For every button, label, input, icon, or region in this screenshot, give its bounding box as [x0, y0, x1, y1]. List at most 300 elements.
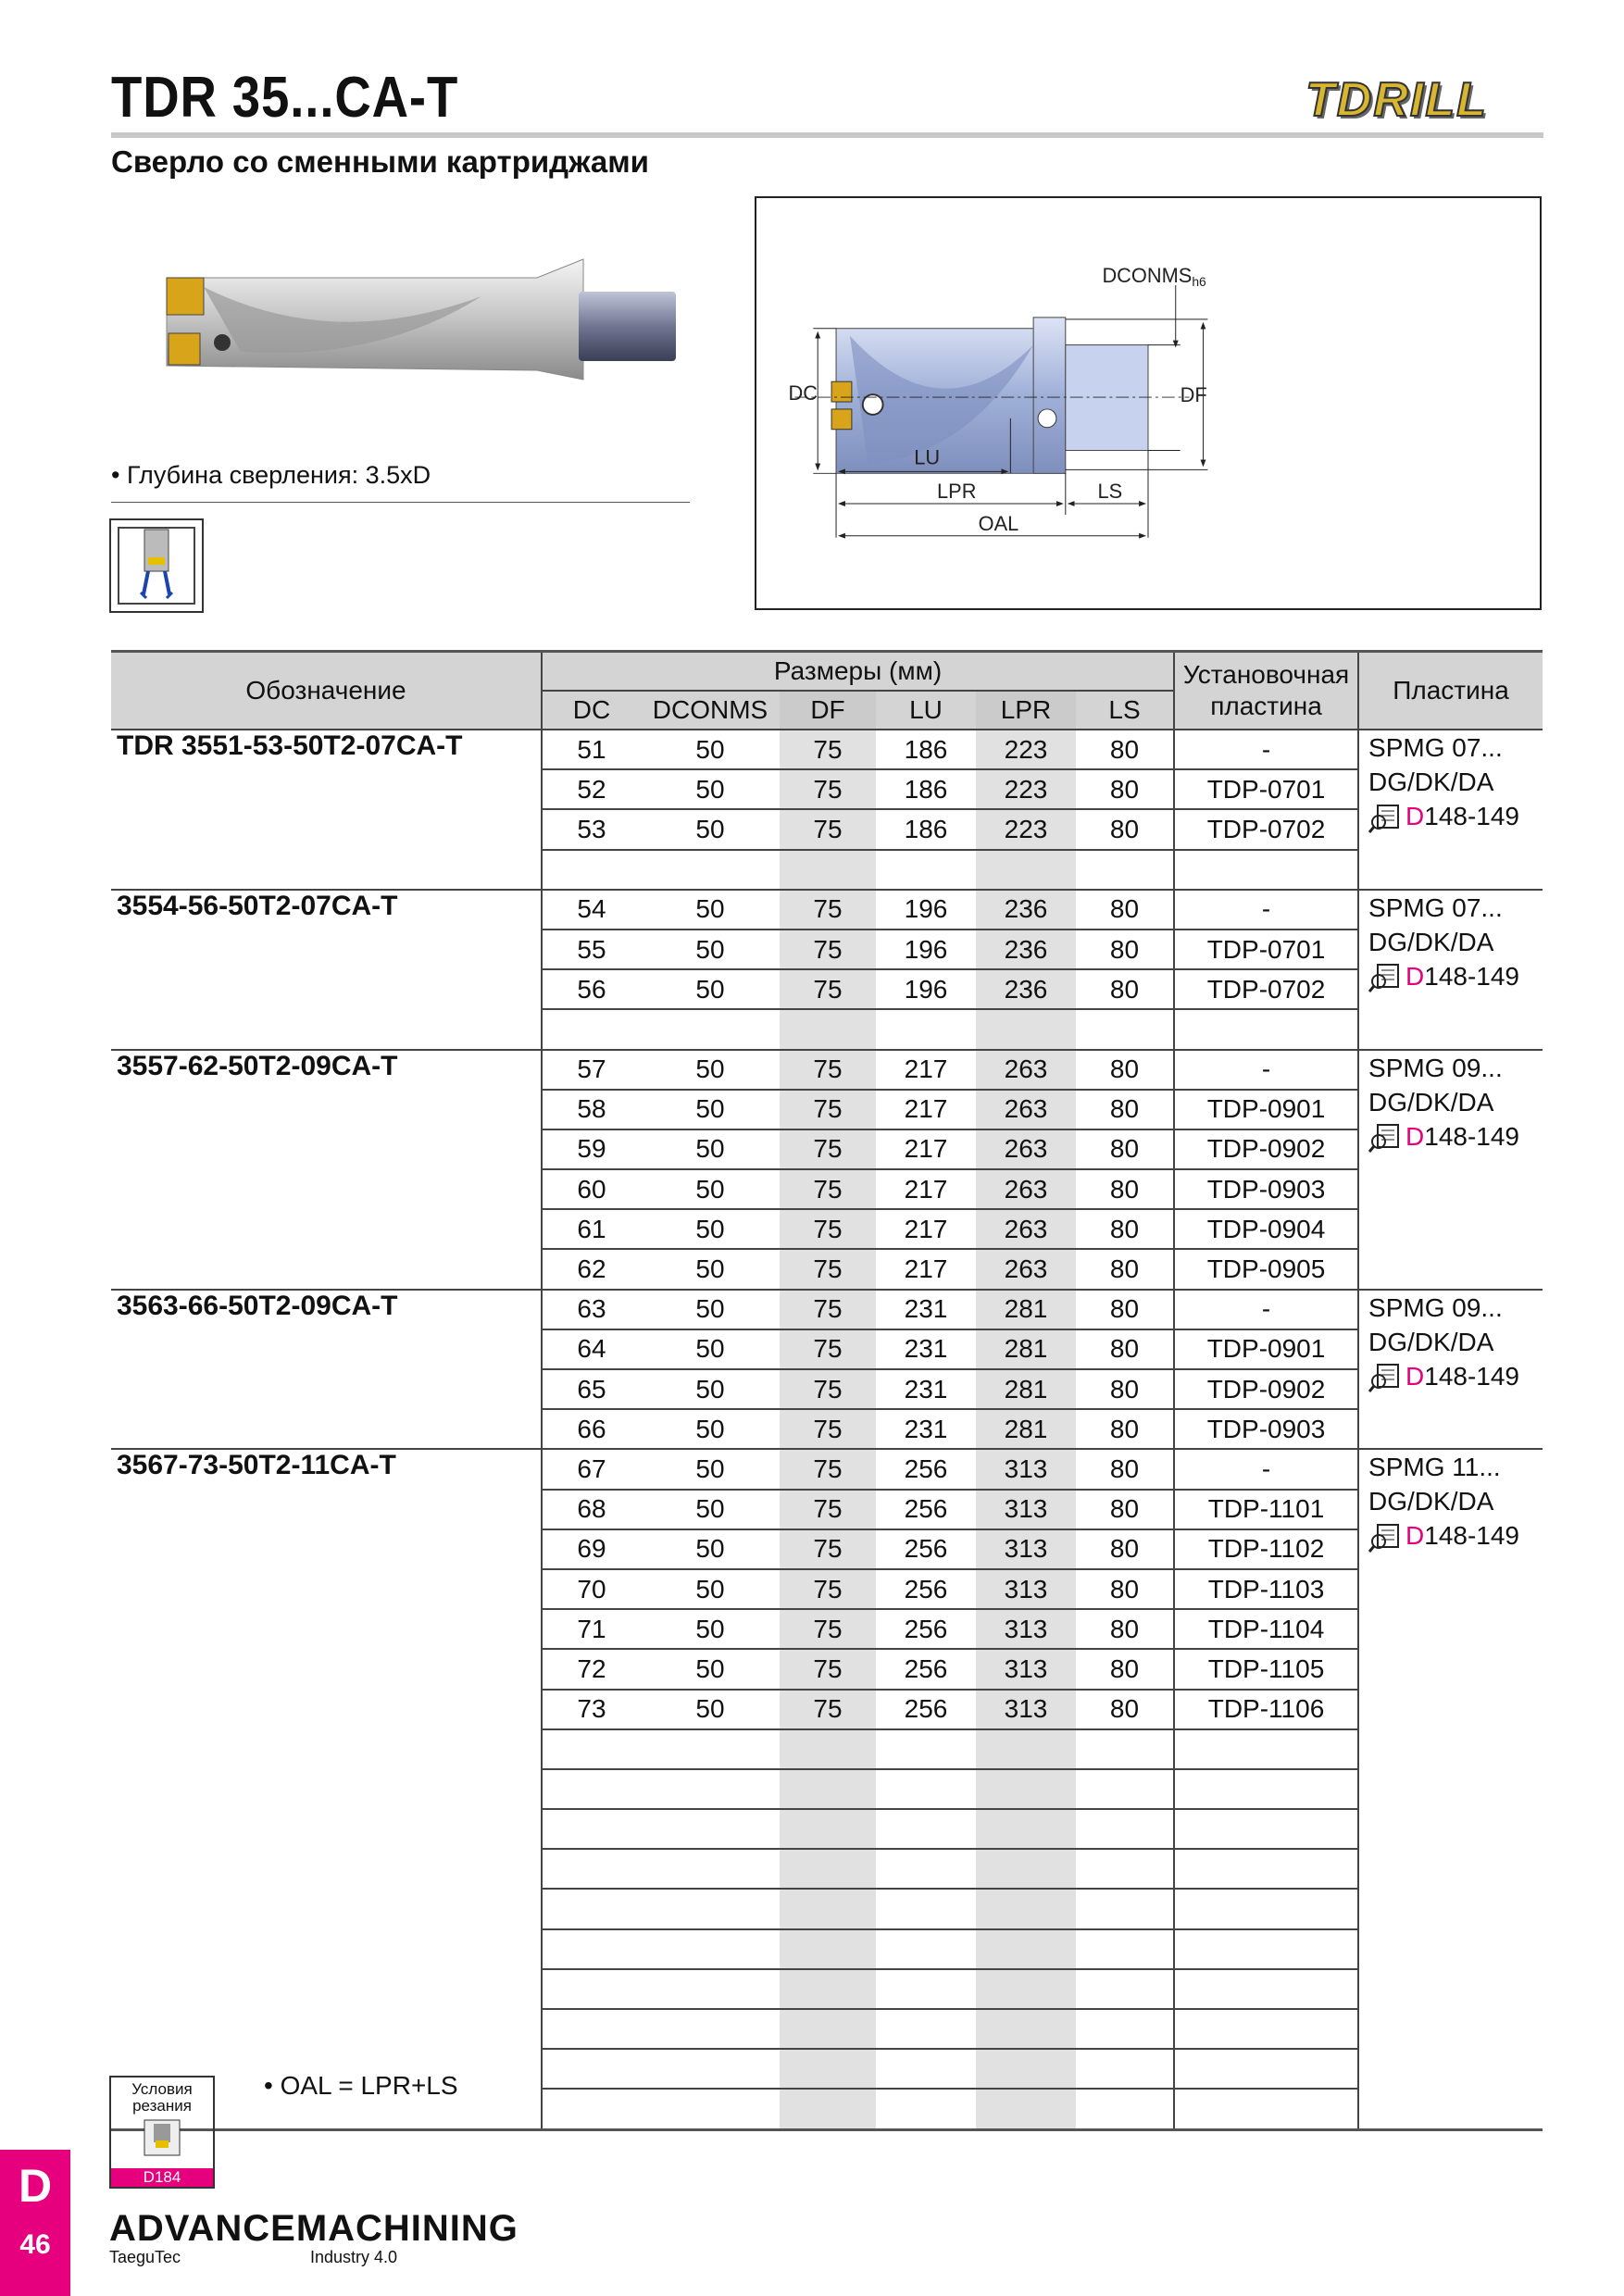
catalog-lookup-icon — [1368, 804, 1402, 833]
cell-dconms: 50 — [641, 1609, 780, 1649]
cell-setting-insert: TDP-0702 — [1174, 809, 1358, 849]
cell-lu: 186 — [876, 809, 976, 849]
insert-page-section: D — [1405, 961, 1425, 991]
table-row — [111, 730, 1543, 769]
cell-dconms — [641, 1769, 780, 1809]
cell-lu — [876, 1889, 976, 1928]
cell-dconms — [641, 1889, 780, 1928]
cell-df — [780, 1969, 876, 2009]
brand-tagline: Industry 4.0 — [310, 2248, 398, 2266]
cell-dc: 52 — [542, 769, 641, 809]
cell-df: 75 — [780, 769, 876, 809]
cell-dconms: 50 — [641, 1090, 780, 1129]
cell-ls: 80 — [1076, 1369, 1174, 1409]
insert-type: SPMG 07... — [1368, 892, 1503, 922]
cell-df: 75 — [780, 1569, 876, 1609]
cell-lpr: 263 — [976, 1129, 1076, 1169]
cell-setting-insert: TDP-0905 — [1174, 1249, 1358, 1289]
cell-lu: 217 — [876, 1129, 976, 1169]
cell-dconms: 50 — [641, 769, 780, 809]
cell-lpr: 263 — [976, 1249, 1076, 1289]
table-row — [111, 1290, 1543, 1329]
cell-lu: 231 — [876, 1409, 976, 1449]
cell-df: 75 — [780, 1249, 876, 1289]
drilling-operation-icon — [109, 518, 204, 613]
cell-lu: 231 — [876, 1369, 976, 1409]
insert-grade: DG/DK/DA — [1368, 767, 1494, 796]
cell-setting-insert: - — [1174, 890, 1358, 930]
insert-page-numbers: 148-149 — [1424, 961, 1520, 991]
cell-lpr: 313 — [976, 1569, 1076, 1609]
cell-df — [780, 1889, 876, 1928]
insert-page-ref[interactable] — [1368, 1119, 1543, 1154]
cell-dc: 57 — [542, 1050, 641, 1090]
cell-dconms — [641, 2009, 780, 2049]
cell-ls: 80 — [1076, 1490, 1174, 1529]
col-designation: Обозначение — [111, 652, 542, 730]
cell-dc — [542, 1929, 641, 1969]
oal-formula-note: • OAL = LPR+LS — [264, 2071, 458, 2100]
insert-info — [1358, 890, 1543, 1050]
cell-dc: 68 — [542, 1490, 641, 1529]
cell-lpr — [976, 1809, 1076, 1849]
cell-df: 75 — [780, 1050, 876, 1090]
col-lu: LU — [876, 691, 976, 730]
cell-df — [780, 2049, 876, 2089]
col-dc: DC — [542, 691, 641, 730]
cell-dc: 64 — [542, 1329, 641, 1369]
tool-designation: TDR 3551-53-50T2-07CA-T — [111, 730, 542, 890]
cell-setting-insert: TDP-1106 — [1174, 1690, 1358, 1729]
cell-lu: 196 — [876, 890, 976, 930]
cell-dc: 58 — [542, 1090, 641, 1129]
cell-lpr — [976, 2009, 1076, 2049]
insert-page-numbers: 148-149 — [1424, 1521, 1520, 1551]
cell-setting-insert: TDP-1105 — [1174, 1649, 1358, 1689]
cell-dconms — [641, 1809, 780, 1849]
label-df: DF — [1180, 383, 1207, 407]
cell-dc: 51 — [542, 730, 641, 769]
cell-ls: 80 — [1076, 1329, 1174, 1369]
cell-df: 75 — [780, 809, 876, 849]
col-setting-insert: Установочная пластина — [1174, 652, 1358, 730]
cell-ls — [1076, 1009, 1174, 1049]
cell-lu: 186 — [876, 769, 976, 809]
cell-lpr: 313 — [976, 1529, 1076, 1569]
insert-page-section: D — [1405, 1521, 1425, 1551]
cell-setting-insert: TDP-0901 — [1174, 1090, 1358, 1129]
cell-dconms — [641, 1729, 780, 1769]
cell-df: 75 — [780, 1609, 876, 1649]
cell-ls: 80 — [1076, 1050, 1174, 1090]
cell-ls: 80 — [1076, 1569, 1174, 1609]
cell-lpr: 313 — [976, 1690, 1076, 1729]
catalog-lookup-icon — [1368, 1363, 1402, 1392]
cell-dc — [542, 1969, 641, 2009]
cell-df — [780, 1929, 876, 1969]
cell-df: 75 — [780, 1169, 876, 1209]
cell-df: 75 — [780, 1409, 876, 1449]
cell-setting-insert: - — [1174, 1449, 1358, 1489]
col-ls: LS — [1076, 691, 1174, 730]
insert-type: SPMG 07... — [1368, 733, 1503, 762]
cell-lpr: 281 — [976, 1329, 1076, 1369]
cell-dconms: 50 — [641, 809, 780, 849]
cell-dc — [542, 2089, 641, 2129]
cell-df: 75 — [780, 1329, 876, 1369]
cell-lpr — [976, 1929, 1076, 1969]
cutting-conditions-label: Условия резания — [131, 2080, 193, 2115]
cell-dconms: 50 — [641, 1690, 780, 1729]
cell-dc: 73 — [542, 1690, 641, 1729]
cell-lu: 256 — [876, 1690, 976, 1729]
cell-lu — [876, 1849, 976, 1889]
cell-lpr: 281 — [976, 1290, 1076, 1329]
tool-designation: 3557-62-50T2-09CA-T — [111, 1050, 542, 1290]
cell-dc: 61 — [542, 1209, 641, 1249]
cell-lpr — [976, 2049, 1076, 2089]
cell-lpr: 313 — [976, 1609, 1076, 1649]
cell-lu: 217 — [876, 1249, 976, 1289]
cell-df: 75 — [780, 1649, 876, 1689]
cell-dc: 70 — [542, 1569, 641, 1609]
cell-dconms: 50 — [641, 1249, 780, 1289]
cell-lu: 217 — [876, 1169, 976, 1209]
catalog-lookup-icon — [1368, 963, 1402, 992]
cell-setting-insert: TDP-0702 — [1174, 969, 1358, 1009]
cell-setting-insert: TDP-1101 — [1174, 1490, 1358, 1529]
cell-dc: 71 — [542, 1609, 641, 1649]
cell-dconms: 50 — [641, 1569, 780, 1609]
cell-ls: 80 — [1076, 1169, 1174, 1209]
cell-dc: 55 — [542, 930, 641, 969]
cell-dconms: 50 — [641, 1409, 780, 1449]
cell-setting-insert: TDP-0903 — [1174, 1409, 1358, 1449]
cell-dc: 67 — [542, 1449, 641, 1489]
page-subtitle: Сверло со сменными картриджами — [111, 144, 649, 179]
cell-lu: 217 — [876, 1050, 976, 1090]
cell-lpr: 236 — [976, 930, 1076, 969]
cell-dc: 69 — [542, 1529, 641, 1569]
cell-dc: 62 — [542, 1249, 641, 1289]
tool-designation: 3554-56-50T2-07CA-T — [111, 890, 542, 1050]
cell-setting-insert — [1174, 1849, 1358, 1889]
cell-dconms: 50 — [641, 1050, 780, 1090]
cell-dc — [542, 2009, 641, 2049]
cell-lu — [876, 2089, 976, 2129]
cell-lpr: 236 — [976, 969, 1076, 1009]
cell-ls — [1076, 1729, 1174, 1769]
cell-lpr — [976, 1009, 1076, 1049]
cell-ls: 80 — [1076, 1529, 1174, 1569]
brand-logo: ADVANCEMACHINING — [109, 2208, 518, 2249]
drilling-depth-note: • Глубина сверления: 3.5xD — [111, 461, 431, 489]
cell-lpr: 263 — [976, 1209, 1076, 1249]
cell-df: 75 — [780, 1090, 876, 1129]
dimension-diagram — [755, 196, 1542, 610]
cell-dconms: 50 — [641, 890, 780, 930]
cell-setting-insert: TDP-1103 — [1174, 1569, 1358, 1609]
cell-lu — [876, 1729, 976, 1769]
cell-lpr — [976, 1849, 1076, 1889]
cell-setting-insert: TDP-0902 — [1174, 1129, 1358, 1169]
insert-page-ref[interactable] — [1368, 1518, 1543, 1553]
cell-ls — [1076, 1969, 1174, 2009]
cell-setting-insert: TDP-0701 — [1174, 769, 1358, 809]
cell-ls: 80 — [1076, 1409, 1174, 1449]
cell-dconms: 50 — [641, 1329, 780, 1369]
cell-dconms — [641, 2089, 780, 2129]
insert-type: SPMG 09... — [1368, 1292, 1503, 1322]
cell-df — [780, 2009, 876, 2049]
insert-type: SPMG 11... — [1368, 1453, 1501, 1482]
cell-lpr — [976, 2089, 1076, 2129]
insert-page-section: D — [1405, 1361, 1425, 1391]
cell-ls: 80 — [1076, 890, 1174, 930]
cell-df: 75 — [780, 930, 876, 969]
cell-lu — [876, 1769, 976, 1809]
cell-dc: 66 — [542, 1409, 641, 1449]
cell-setting-insert — [1174, 2089, 1358, 2129]
cell-setting-insert — [1174, 1769, 1358, 1809]
cell-lu: 196 — [876, 930, 976, 969]
insert-page-ref[interactable] — [1368, 799, 1543, 833]
spec-table — [111, 650, 1543, 2131]
cell-setting-insert: TDP-1102 — [1174, 1529, 1358, 1569]
cell-ls — [1076, 1889, 1174, 1928]
cell-setting-insert — [1174, 1889, 1358, 1928]
cell-lpr: 236 — [976, 890, 1076, 930]
cell-df: 75 — [780, 1209, 876, 1249]
cell-setting-insert: TDP-0902 — [1174, 1369, 1358, 1409]
cell-ls: 80 — [1076, 1449, 1174, 1489]
cell-df: 75 — [780, 730, 876, 769]
cell-df — [780, 1849, 876, 1889]
cell-df — [780, 1769, 876, 1809]
insert-info — [1358, 730, 1543, 890]
cutting-conditions-page: D184 — [111, 2168, 213, 2187]
catalog-lookup-icon — [1368, 1123, 1402, 1153]
cell-dconms — [641, 1849, 780, 1889]
cell-lu — [876, 1809, 976, 1849]
cell-lpr — [976, 1889, 1076, 1928]
insert-grade: DG/DK/DA — [1368, 1487, 1494, 1516]
cell-dc: 63 — [542, 1290, 641, 1329]
cell-ls — [1076, 2089, 1174, 2129]
insert-page-ref[interactable] — [1368, 959, 1543, 993]
cell-dc — [542, 2049, 641, 2089]
brand-company: TaeguTec — [109, 2248, 181, 2266]
cell-ls: 80 — [1076, 1290, 1174, 1329]
cell-lu — [876, 1009, 976, 1049]
insert-page-numbers: 148-149 — [1424, 1121, 1520, 1151]
insert-info — [1358, 1290, 1543, 1450]
cell-dc: 54 — [542, 890, 641, 930]
cell-setting-insert — [1174, 850, 1358, 890]
insert-page-ref[interactable] — [1368, 1359, 1543, 1393]
insert-grade: DG/DK/DA — [1368, 1327, 1494, 1356]
tool-designation: 3567-73-50T2-11CA-T — [111, 1449, 542, 2129]
cell-lu: 231 — [876, 1329, 976, 1369]
tdrill-logo: TDRILL — [1305, 73, 1488, 127]
cell-lu — [876, 2009, 976, 2049]
table-row — [111, 1449, 1543, 1489]
cell-lpr: 223 — [976, 730, 1076, 769]
cell-ls — [1076, 1849, 1174, 1889]
cell-df — [780, 2089, 876, 2129]
cell-df — [780, 1729, 876, 1769]
cell-lu — [876, 1929, 976, 1969]
cell-dconms: 50 — [641, 1490, 780, 1529]
cell-lu: 196 — [876, 969, 976, 1009]
cell-dconms: 50 — [641, 1529, 780, 1569]
cell-dc — [542, 1729, 641, 1769]
cell-df — [780, 850, 876, 890]
cell-dc: 60 — [542, 1169, 641, 1209]
cell-setting-insert: TDP-0904 — [1174, 1209, 1358, 1249]
col-dimensions: Размеры (мм) — [542, 652, 1174, 692]
col-insert: Пластина — [1358, 652, 1543, 730]
insert-grade: DG/DK/DA — [1368, 927, 1494, 956]
cell-df — [780, 1809, 876, 1849]
cell-dconms — [641, 1969, 780, 2009]
insert-info — [1358, 1449, 1543, 2129]
cell-lu: 256 — [876, 1609, 976, 1649]
table-row — [111, 1050, 1543, 1090]
cell-dc: 65 — [542, 1369, 641, 1409]
page-title: TDR 35...CA-T — [111, 66, 459, 130]
cell-setting-insert: TDP-0901 — [1174, 1329, 1358, 1369]
label-ls: LS — [1097, 480, 1123, 504]
label-lpr: LPR — [937, 480, 977, 504]
cell-ls: 80 — [1076, 1090, 1174, 1129]
page-number: 46 — [19, 2229, 51, 2260]
cell-lpr: 263 — [976, 1050, 1076, 1090]
table-row — [111, 890, 1543, 930]
cell-df: 75 — [780, 890, 876, 930]
cell-ls — [1076, 1809, 1174, 1849]
col-df: DF — [780, 691, 876, 730]
cell-lpr — [976, 850, 1076, 890]
insert-page-section: D — [1405, 1121, 1425, 1151]
col-lpr: LPR — [976, 691, 1076, 730]
cell-dconms: 50 — [641, 1449, 780, 1489]
insert-type: SPMG 09... — [1368, 1053, 1503, 1082]
cutting-conditions-ref[interactable] — [109, 2076, 215, 2189]
cell-dconms: 50 — [641, 1129, 780, 1169]
tool-designation: 3563-66-50T2-09CA-T — [111, 1290, 542, 1450]
insert-info — [1358, 1050, 1543, 1290]
cell-dc — [542, 850, 641, 890]
label-oal: OAL — [978, 511, 1019, 535]
cell-ls: 80 — [1076, 769, 1174, 809]
section-tab — [0, 2150, 70, 2296]
col-dconms: DCONMS — [641, 691, 780, 730]
cell-lu — [876, 2049, 976, 2089]
cell-dc — [542, 1769, 641, 1809]
cell-ls: 80 — [1076, 1690, 1174, 1729]
drill-photo — [148, 241, 704, 407]
cell-setting-insert — [1174, 2009, 1358, 2049]
section-letter: D — [18, 2160, 53, 2212]
cell-lpr: 313 — [976, 1490, 1076, 1529]
cell-ls — [1076, 2009, 1174, 2049]
cell-df: 75 — [780, 1490, 876, 1529]
cell-lpr: 263 — [976, 1090, 1076, 1129]
cell-setting-insert — [1174, 1729, 1358, 1769]
cell-lpr: 281 — [976, 1369, 1076, 1409]
cell-lpr: 223 — [976, 769, 1076, 809]
insert-grade: DG/DK/DA — [1368, 1087, 1494, 1117]
cell-dconms: 50 — [641, 1209, 780, 1249]
cell-df: 75 — [780, 1690, 876, 1729]
cell-ls: 80 — [1076, 1129, 1174, 1169]
cell-lu: 231 — [876, 1290, 976, 1329]
cell-lpr — [976, 1729, 1076, 1769]
cell-lu: 256 — [876, 1529, 976, 1569]
title-rule — [111, 132, 1543, 138]
cell-df: 75 — [780, 1290, 876, 1329]
cell-ls: 80 — [1076, 1249, 1174, 1289]
cell-dc — [542, 1009, 641, 1049]
cell-ls — [1076, 1769, 1174, 1809]
cell-lpr — [976, 1769, 1076, 1809]
cell-dc — [542, 1809, 641, 1849]
cell-lpr: 313 — [976, 1449, 1076, 1489]
cell-setting-insert — [1174, 1809, 1358, 1849]
cell-setting-insert — [1174, 1969, 1358, 2009]
cell-df: 75 — [780, 1129, 876, 1169]
cell-lpr: 281 — [976, 1409, 1076, 1449]
cell-df: 75 — [780, 1369, 876, 1409]
cell-lu: 256 — [876, 1490, 976, 1529]
cell-dconms — [641, 850, 780, 890]
cell-lu: 256 — [876, 1649, 976, 1689]
cell-dconms: 50 — [641, 1290, 780, 1329]
cell-dc — [542, 1889, 641, 1928]
cell-df: 75 — [780, 1449, 876, 1489]
cell-df — [780, 1009, 876, 1049]
cell-setting-insert — [1174, 1929, 1358, 1969]
cell-setting-insert: TDP-1104 — [1174, 1609, 1358, 1649]
cell-dconms: 50 — [641, 1369, 780, 1409]
cell-ls: 80 — [1076, 730, 1174, 769]
cell-ls — [1076, 2049, 1174, 2089]
cell-lu — [876, 1969, 976, 2009]
cell-dc: 72 — [542, 1649, 641, 1689]
cutting-conditions-icon — [139, 2115, 185, 2161]
cell-setting-insert: - — [1174, 1050, 1358, 1090]
cell-ls: 80 — [1076, 1209, 1174, 1249]
label-dconms: DCONMSh6 — [1102, 264, 1206, 290]
cell-ls: 80 — [1076, 930, 1174, 969]
cell-setting-insert: - — [1174, 1290, 1358, 1329]
cell-ls: 80 — [1076, 969, 1174, 1009]
cell-dc: 56 — [542, 969, 641, 1009]
cell-ls — [1076, 1929, 1174, 1969]
cell-dconms: 50 — [641, 969, 780, 1009]
insert-page-section: D — [1405, 802, 1425, 830]
cell-lu: 256 — [876, 1569, 976, 1609]
cell-dc — [542, 1849, 641, 1889]
cell-dc: 59 — [542, 1129, 641, 1169]
cell-ls: 80 — [1076, 1609, 1174, 1649]
cell-lu — [876, 850, 976, 890]
cell-setting-insert — [1174, 2049, 1358, 2089]
divider — [111, 502, 690, 503]
cell-dconms — [641, 2049, 780, 2089]
cell-lpr — [976, 1969, 1076, 2009]
